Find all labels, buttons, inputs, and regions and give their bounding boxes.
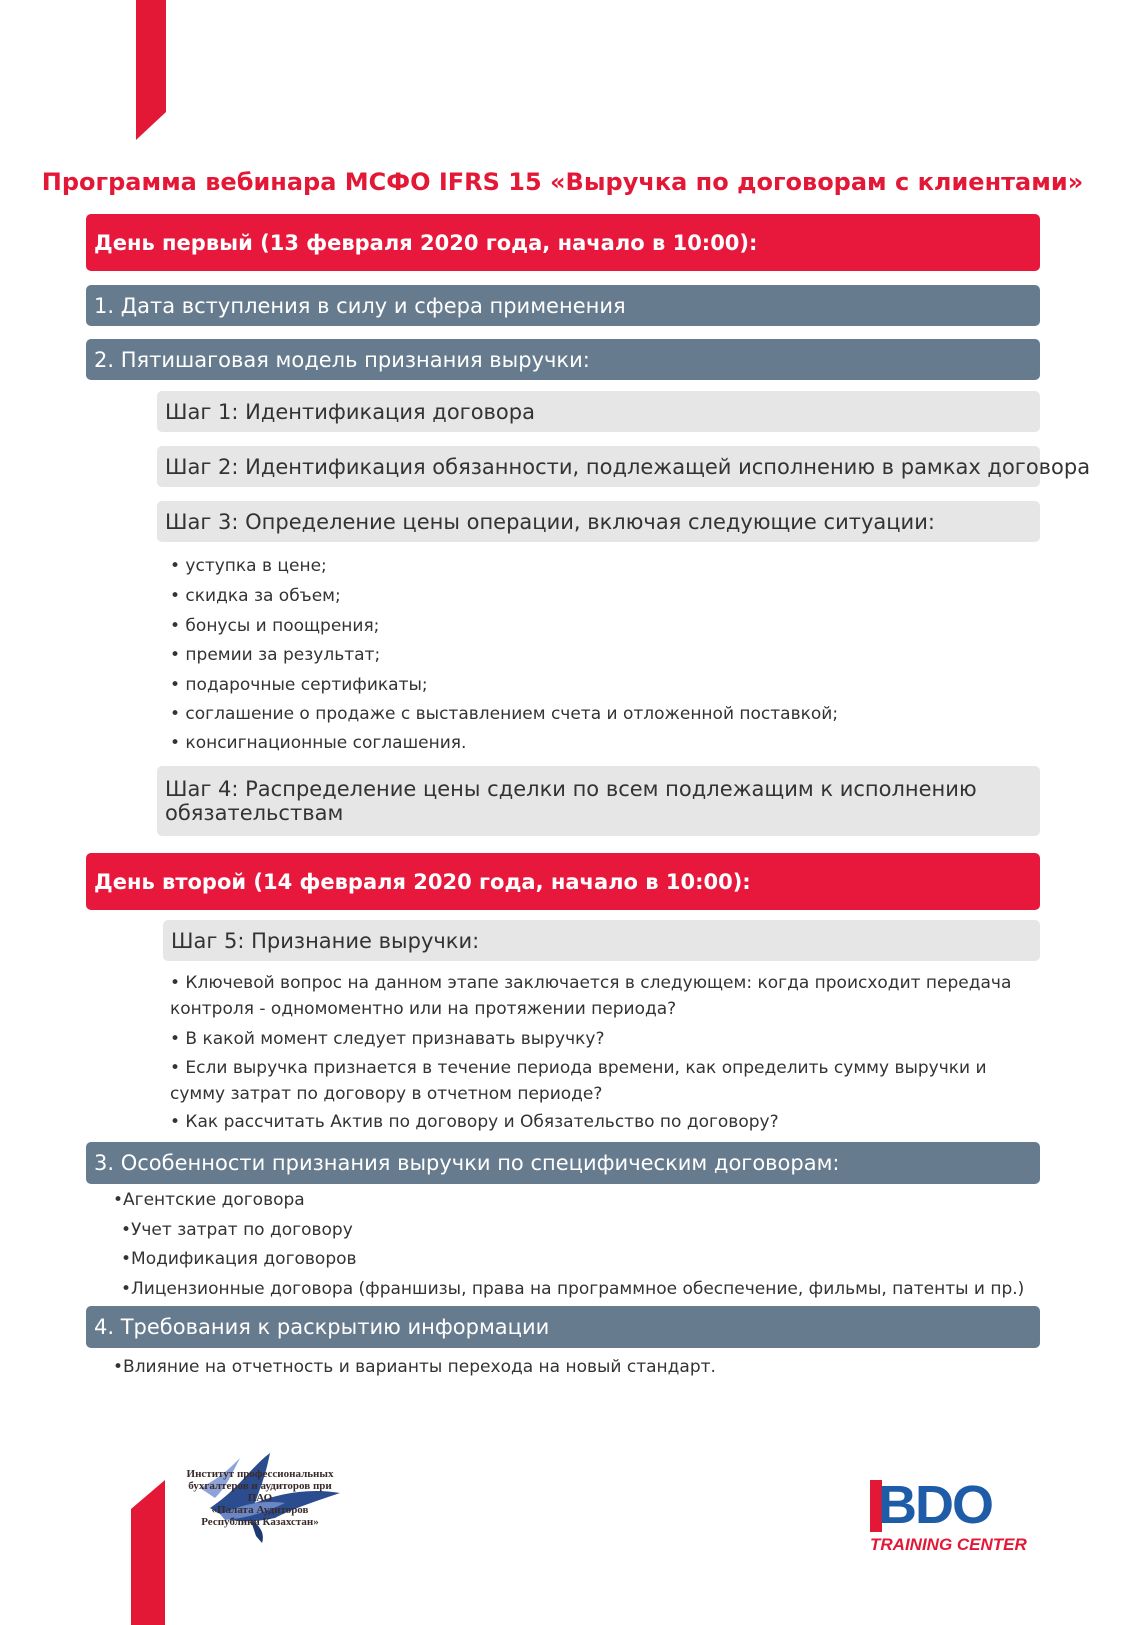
- section-2-label: 2. Пятишаговая модель признания выручки:: [94, 347, 590, 372]
- step3-item: • подарочные сертификаты;: [170, 675, 428, 695]
- section3-item: •Модификация договоров: [121, 1249, 357, 1269]
- bdo-subtitle: TRAINING CENTER: [870, 1535, 1027, 1554]
- step-5-bar: [163, 920, 1040, 961]
- step-1-bar: [157, 391, 1040, 432]
- step-3-bar: [157, 501, 1040, 542]
- red-ribbon-bottom: [131, 1480, 165, 1625]
- step-4-label: Шаг 4: Распределение цены сделки по всем подлежащим к исполнению обязательствам: [165, 777, 977, 825]
- section-1-label: 1. Дата вступления в силу и сфера применения: [94, 293, 626, 318]
- bdo-logo: [870, 1475, 1070, 1580]
- step3-item: • соглашение о продаже с выставлением счета и отложенной поставкой;: [170, 704, 839, 724]
- step-2-bar: [157, 446, 1091, 487]
- step3-item: • скидка за объем;: [170, 586, 341, 606]
- step3-item: • уступка в цене;: [170, 556, 327, 576]
- step-4-bar: [157, 766, 1040, 836]
- section-3-bar: [86, 1142, 1040, 1184]
- page-title: Программа вебинара МСФО IFRS 15 «Выручка по договорам с клиентами»: [41, 168, 1084, 196]
- section3-item: •Агентские договора: [113, 1190, 305, 1210]
- day-one-header: [86, 214, 1040, 271]
- day-two-label: День второй (14 февраля 2020 года, начало в 10:00):: [94, 869, 751, 894]
- section3-item: •Учет затрат по договору: [121, 1220, 353, 1240]
- red-ribbon-top: [136, 0, 166, 140]
- section3-item: •Лицензионные договора (франшизы, права на программное обеспечение, фильмы, патенты и пр.): [121, 1279, 1025, 1299]
- bdo-wordmark: BDO: [878, 1475, 992, 1535]
- section-2-bar: [86, 339, 1040, 380]
- day-two-header: [86, 853, 1040, 910]
- step-3-label: Шаг 3: Определение цены операции, включая следующие ситуации:: [165, 509, 935, 534]
- step3-item: • премии за результат;: [170, 645, 381, 665]
- step3-item: • консигнационные соглашения.: [170, 733, 467, 753]
- step-2-label: Шаг 2: Идентификация обязанности, подлежащей исполнению в рамках договора: [165, 454, 1091, 479]
- step5-item: • Если выручка признается в течение периода времени, как определить сумму выручки и сумму затрат по договору в отчетном периоде?: [170, 1058, 987, 1104]
- section-3-label: 3. Особенности признания выручки по специфическим договорам:: [94, 1151, 840, 1175]
- step-5-label: Шаг 5: Признание выручки:: [171, 928, 480, 953]
- section-4-bar: [86, 1306, 1040, 1348]
- step5-item: • Ключевой вопрос на данном этапе заключается в следующем: когда происходит передача контроля - одномоментно или на протяжении периода?: [170, 973, 1012, 1019]
- section-4-label: 4. Требования к раскрытию информации: [94, 1315, 550, 1339]
- section4-item: •Влияние на отчетность и варианты перехода на новый стандарт.: [113, 1357, 716, 1377]
- section-1-bar: [86, 285, 1040, 326]
- step-1-label: Шаг 1: Идентификация договора: [165, 399, 535, 424]
- day-one-label: День первый (13 февраля 2020 года, начало в 10:00):: [94, 230, 758, 255]
- step5-item: • В какой момент следует признавать выручку?: [170, 1029, 605, 1049]
- institute-logo: Институт профессиональных бухгалтеров и аудиторов при ПАО «Палата Аудиторов Республики Казахстан»: [190, 1448, 360, 1618]
- step5-item: • Как рассчитать Актив по договору и Обязательство по договору?: [170, 1112, 779, 1132]
- step3-item: • бонусы и поощрения;: [170, 616, 380, 636]
